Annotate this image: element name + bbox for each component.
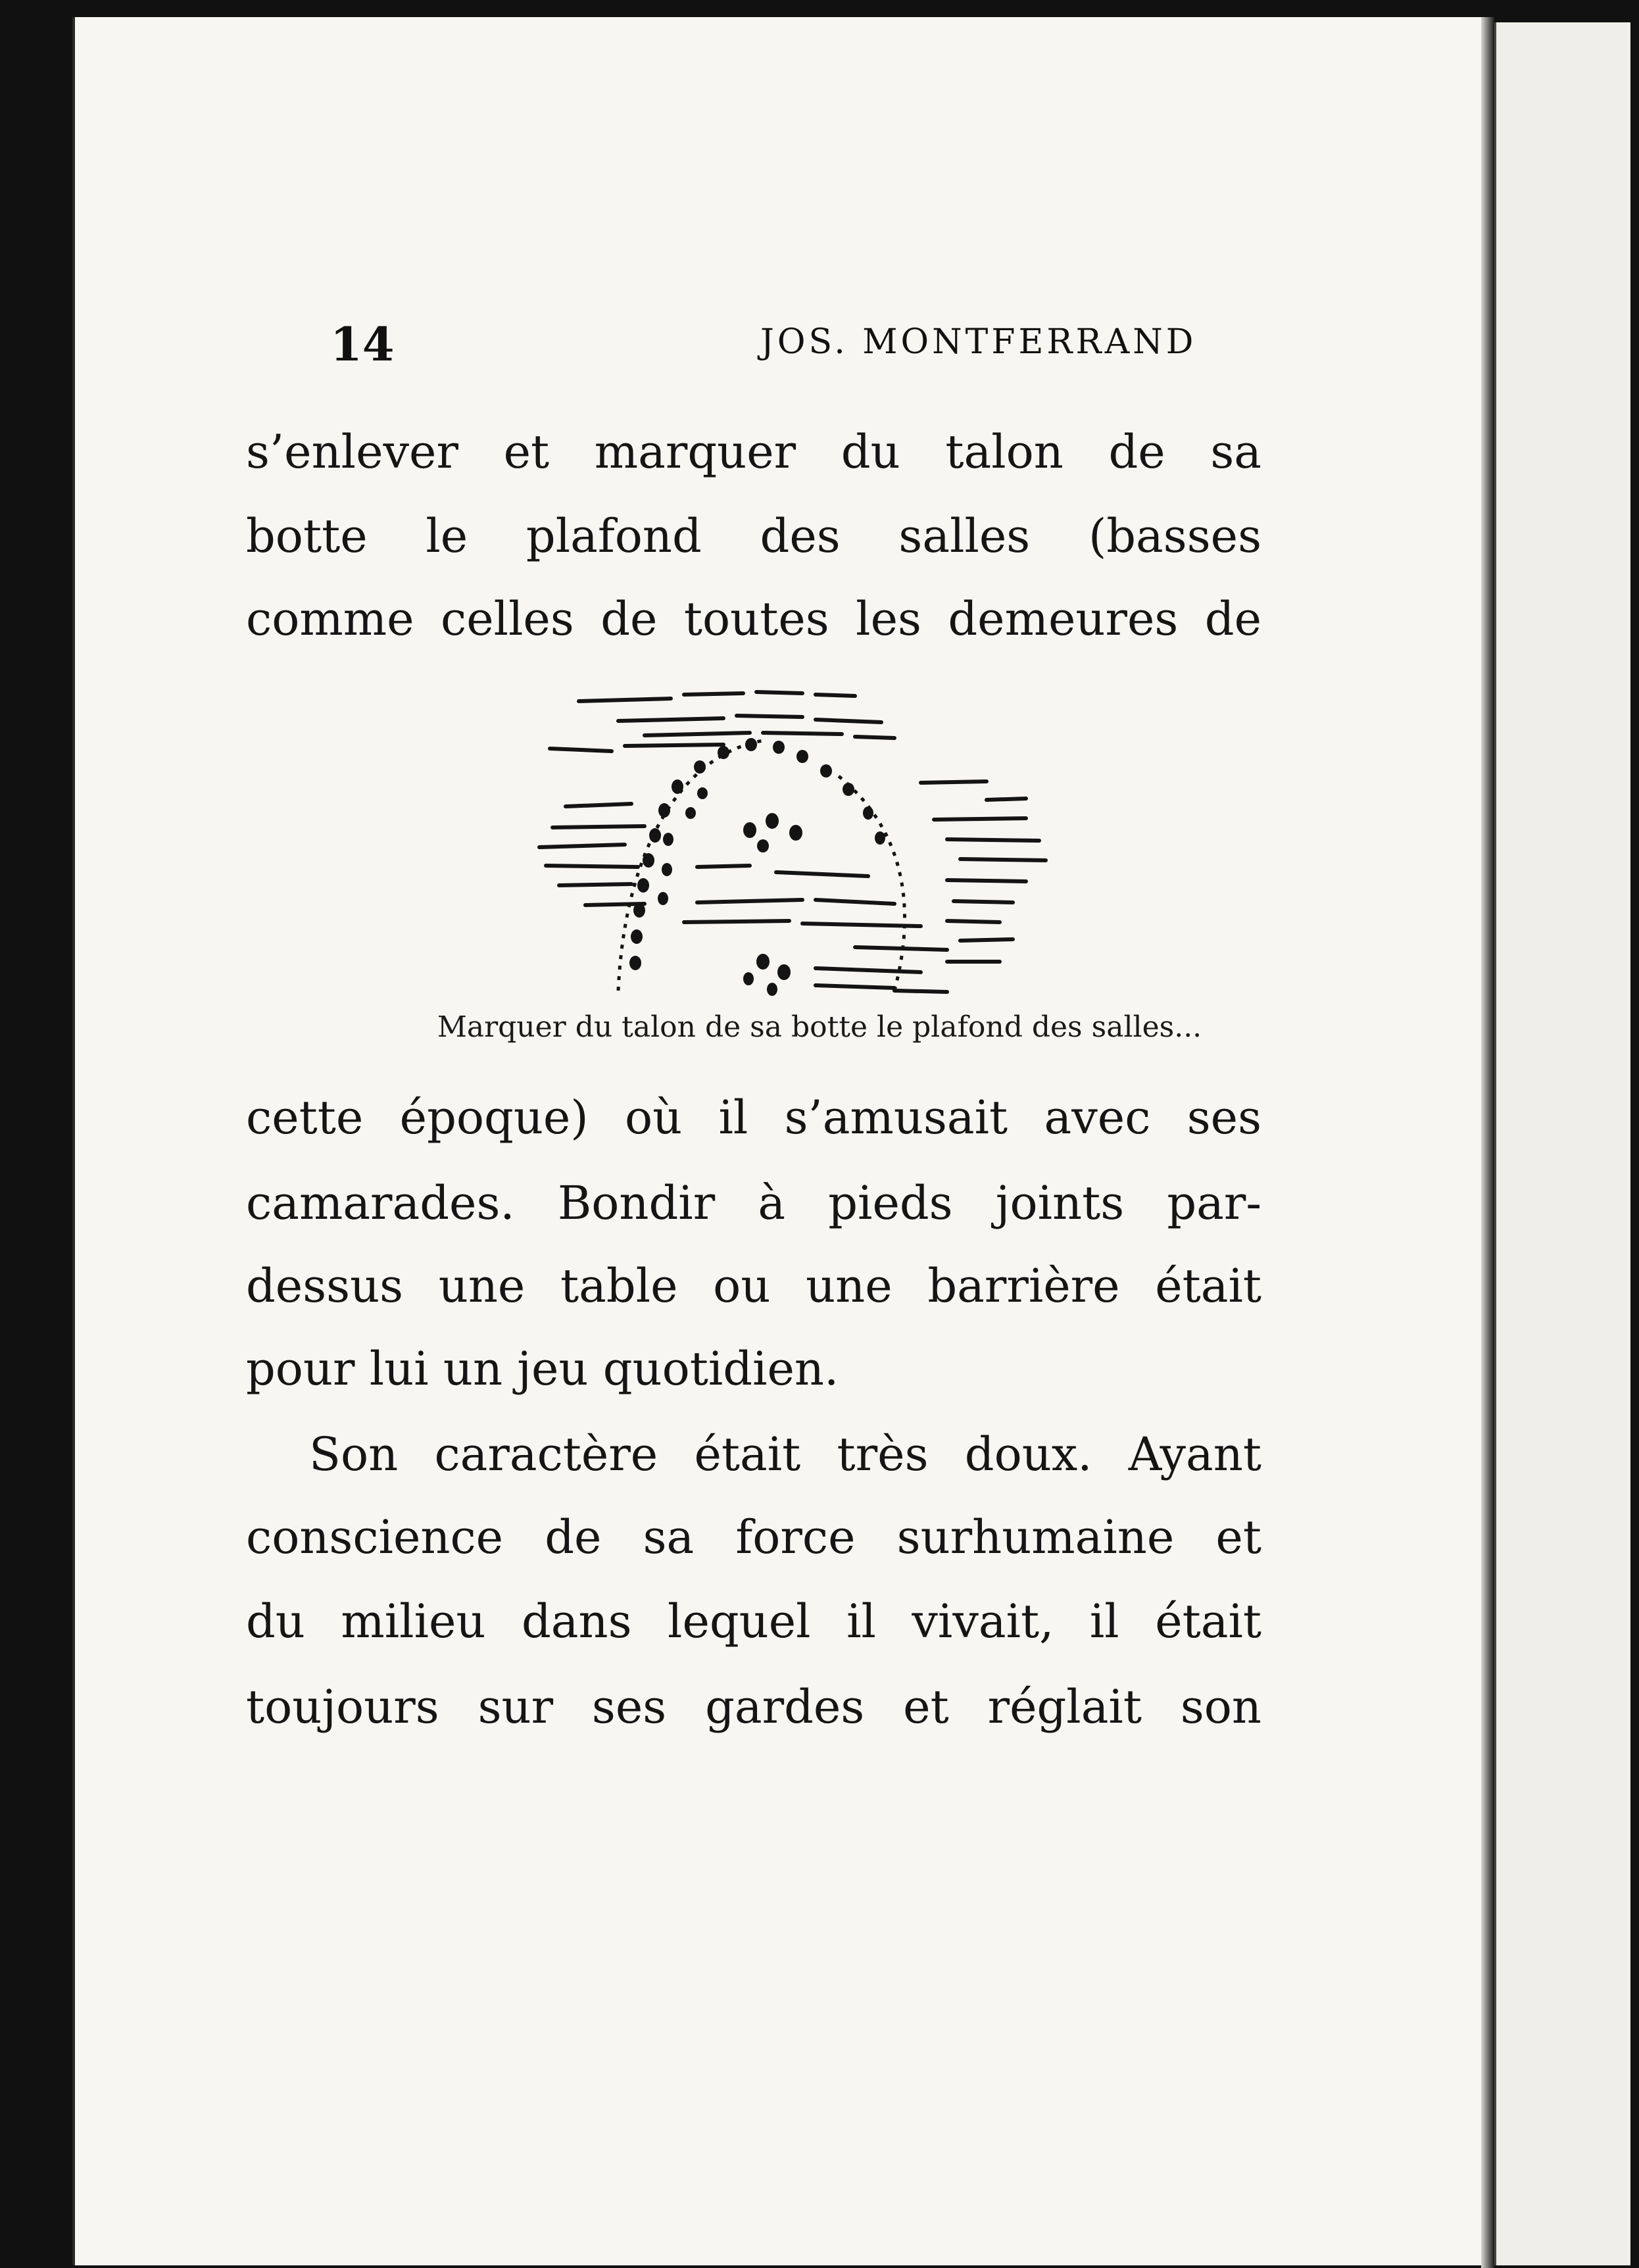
text-line: dessus une table ou une barrière était xyxy=(246,1259,1261,1313)
text-line: conscience de sa force surhumaine et xyxy=(246,1510,1261,1564)
text-line: Son caractère était très doux. Ayant xyxy=(309,1427,1261,1481)
page-gutter xyxy=(1481,17,1494,2268)
page-number: 14 xyxy=(330,317,395,372)
text-line: s’enlever et marquer du talon de sa xyxy=(246,425,1261,479)
text-line: comme celles de toutes les demeures de xyxy=(246,592,1261,646)
text-line: toujours sur ses gardes et réglait son xyxy=(246,1680,1261,1734)
text-line: cette époque) où il s’amusait avec ses xyxy=(246,1091,1261,1145)
text-line: botte le plafond des salles (basses xyxy=(246,509,1261,563)
running-head xyxy=(257,317,1263,376)
ceiling-heel-marks-illustration xyxy=(526,675,1065,1010)
text-line: pour lui un jeu quotidien. xyxy=(246,1342,839,1396)
illustration-caption: Marquer du talon de sa botte le plafond des salles... xyxy=(437,1010,1202,1044)
facing-page-edge xyxy=(1494,22,1630,2265)
text-line: du milieu dans lequel il vivait, il était xyxy=(246,1594,1261,1648)
running-header-title: JOS. MONTFERRAND xyxy=(760,322,1197,362)
text-line: camarades. Bondir à pieds joints par- xyxy=(246,1176,1261,1230)
